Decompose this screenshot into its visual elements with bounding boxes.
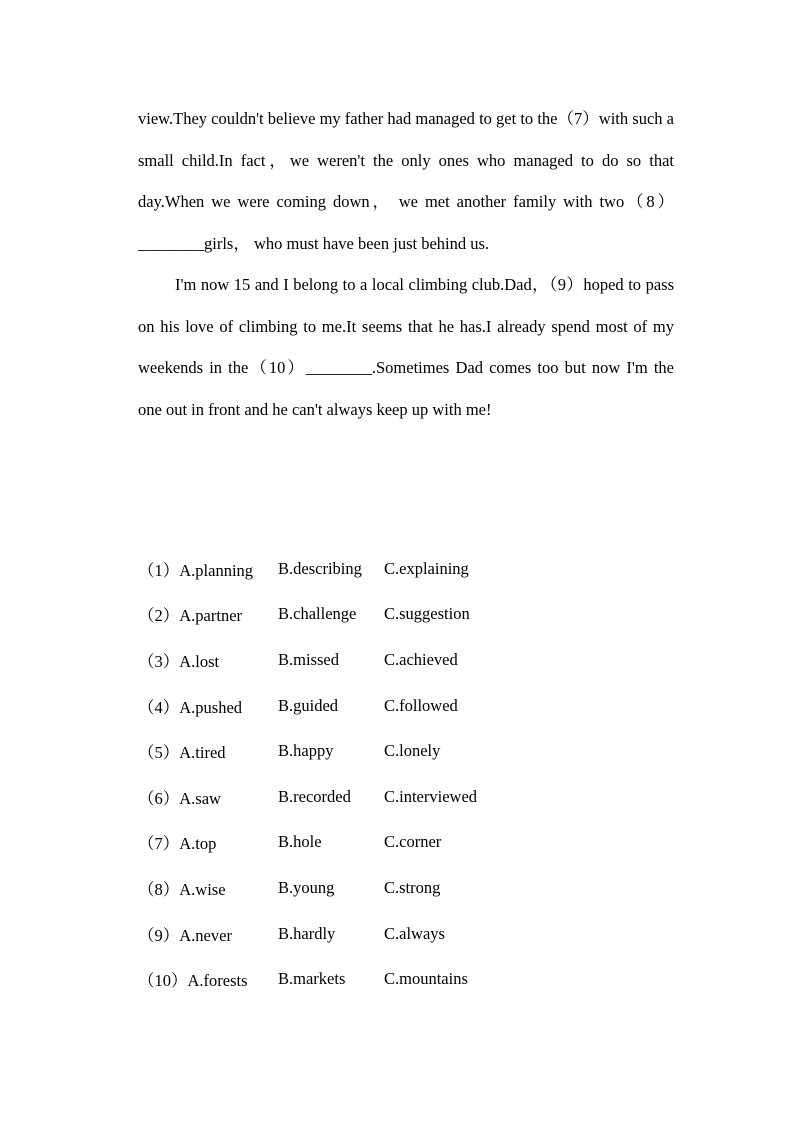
option-a: A.pushed: [179, 697, 243, 717]
option-a: A.saw: [179, 788, 221, 808]
option-c: C.mountains: [384, 969, 468, 989]
option-b: B.happy: [278, 741, 334, 761]
option-row-7: [138, 820, 658, 866]
option-row-8: [138, 865, 658, 911]
option-b: B.missed: [278, 649, 339, 669]
option-c: C.interviewed: [384, 786, 478, 806]
option-a: A.lost: [179, 651, 220, 671]
option-b: B.hole: [278, 832, 322, 852]
option-b: B.markets: [278, 969, 346, 989]
option-b: B.challenge: [278, 604, 357, 624]
option-row-1: [138, 546, 658, 592]
option-row-2: [138, 592, 658, 638]
option-b: B.recorded: [278, 786, 351, 806]
option-a: A.planning: [179, 560, 254, 580]
question-number: （5）: [138, 743, 180, 763]
passage-paragraph: I'm now 15 and I belong to a local climbing club.Dad，（9）hoped to pass on his love of climbing to me.It seems that he has.I already spend most of my weekends in the（10）________.Sometimes Dad comes too but now I'm the one out in front and he can't always keep up with me!: [138, 275, 674, 419]
question-number: （7）: [138, 834, 180, 854]
option-a: A.tired: [179, 743, 226, 763]
option-row-10: [138, 956, 658, 1002]
option-c: C.always: [384, 923, 445, 943]
option-a: A.wise: [179, 879, 226, 899]
option-row-4: [138, 683, 658, 729]
option-c: C.lonely: [384, 741, 441, 761]
option-c: C.explaining: [384, 558, 469, 578]
option-a: A.never: [179, 925, 232, 945]
option-c: C.corner: [384, 832, 442, 852]
passage: [138, 98, 674, 430]
answer-options: [138, 546, 658, 1002]
option-row-6: [138, 774, 658, 820]
question-number: （9）: [138, 925, 180, 945]
option-row-3: [138, 637, 658, 683]
option-a: A.top: [179, 834, 217, 854]
question-number: （2）: [138, 606, 180, 626]
option-a: A.partner: [179, 606, 243, 626]
question-number: （10）: [138, 971, 188, 991]
option-a: A.forests: [187, 971, 248, 991]
question-number: （3）: [138, 651, 180, 671]
option-c: C.suggestion: [384, 604, 470, 624]
question-number: （4）: [138, 697, 180, 717]
option-c: C.achieved: [384, 649, 458, 669]
option-b: B.young: [278, 877, 335, 897]
question-number: （6）: [138, 788, 180, 808]
option-c: C.strong: [384, 877, 441, 897]
option-b: B.describing: [278, 558, 362, 578]
passage-paragraph: view.They couldn't believe my father had managed to get to the（7）with such a small child.In fact，we weren't the only ones who managed to do so that day.When we were coming down， we met another family with two（8）________girls， who must have been just behind us.: [138, 109, 674, 253]
option-row-9: [138, 911, 658, 957]
option-b: B.hardly: [278, 923, 336, 943]
option-row-5: [138, 728, 658, 774]
question-number: （1）: [138, 560, 180, 580]
question-number: （8）: [138, 879, 180, 899]
option-b: B.guided: [278, 695, 339, 715]
option-c: C.followed: [384, 695, 458, 715]
